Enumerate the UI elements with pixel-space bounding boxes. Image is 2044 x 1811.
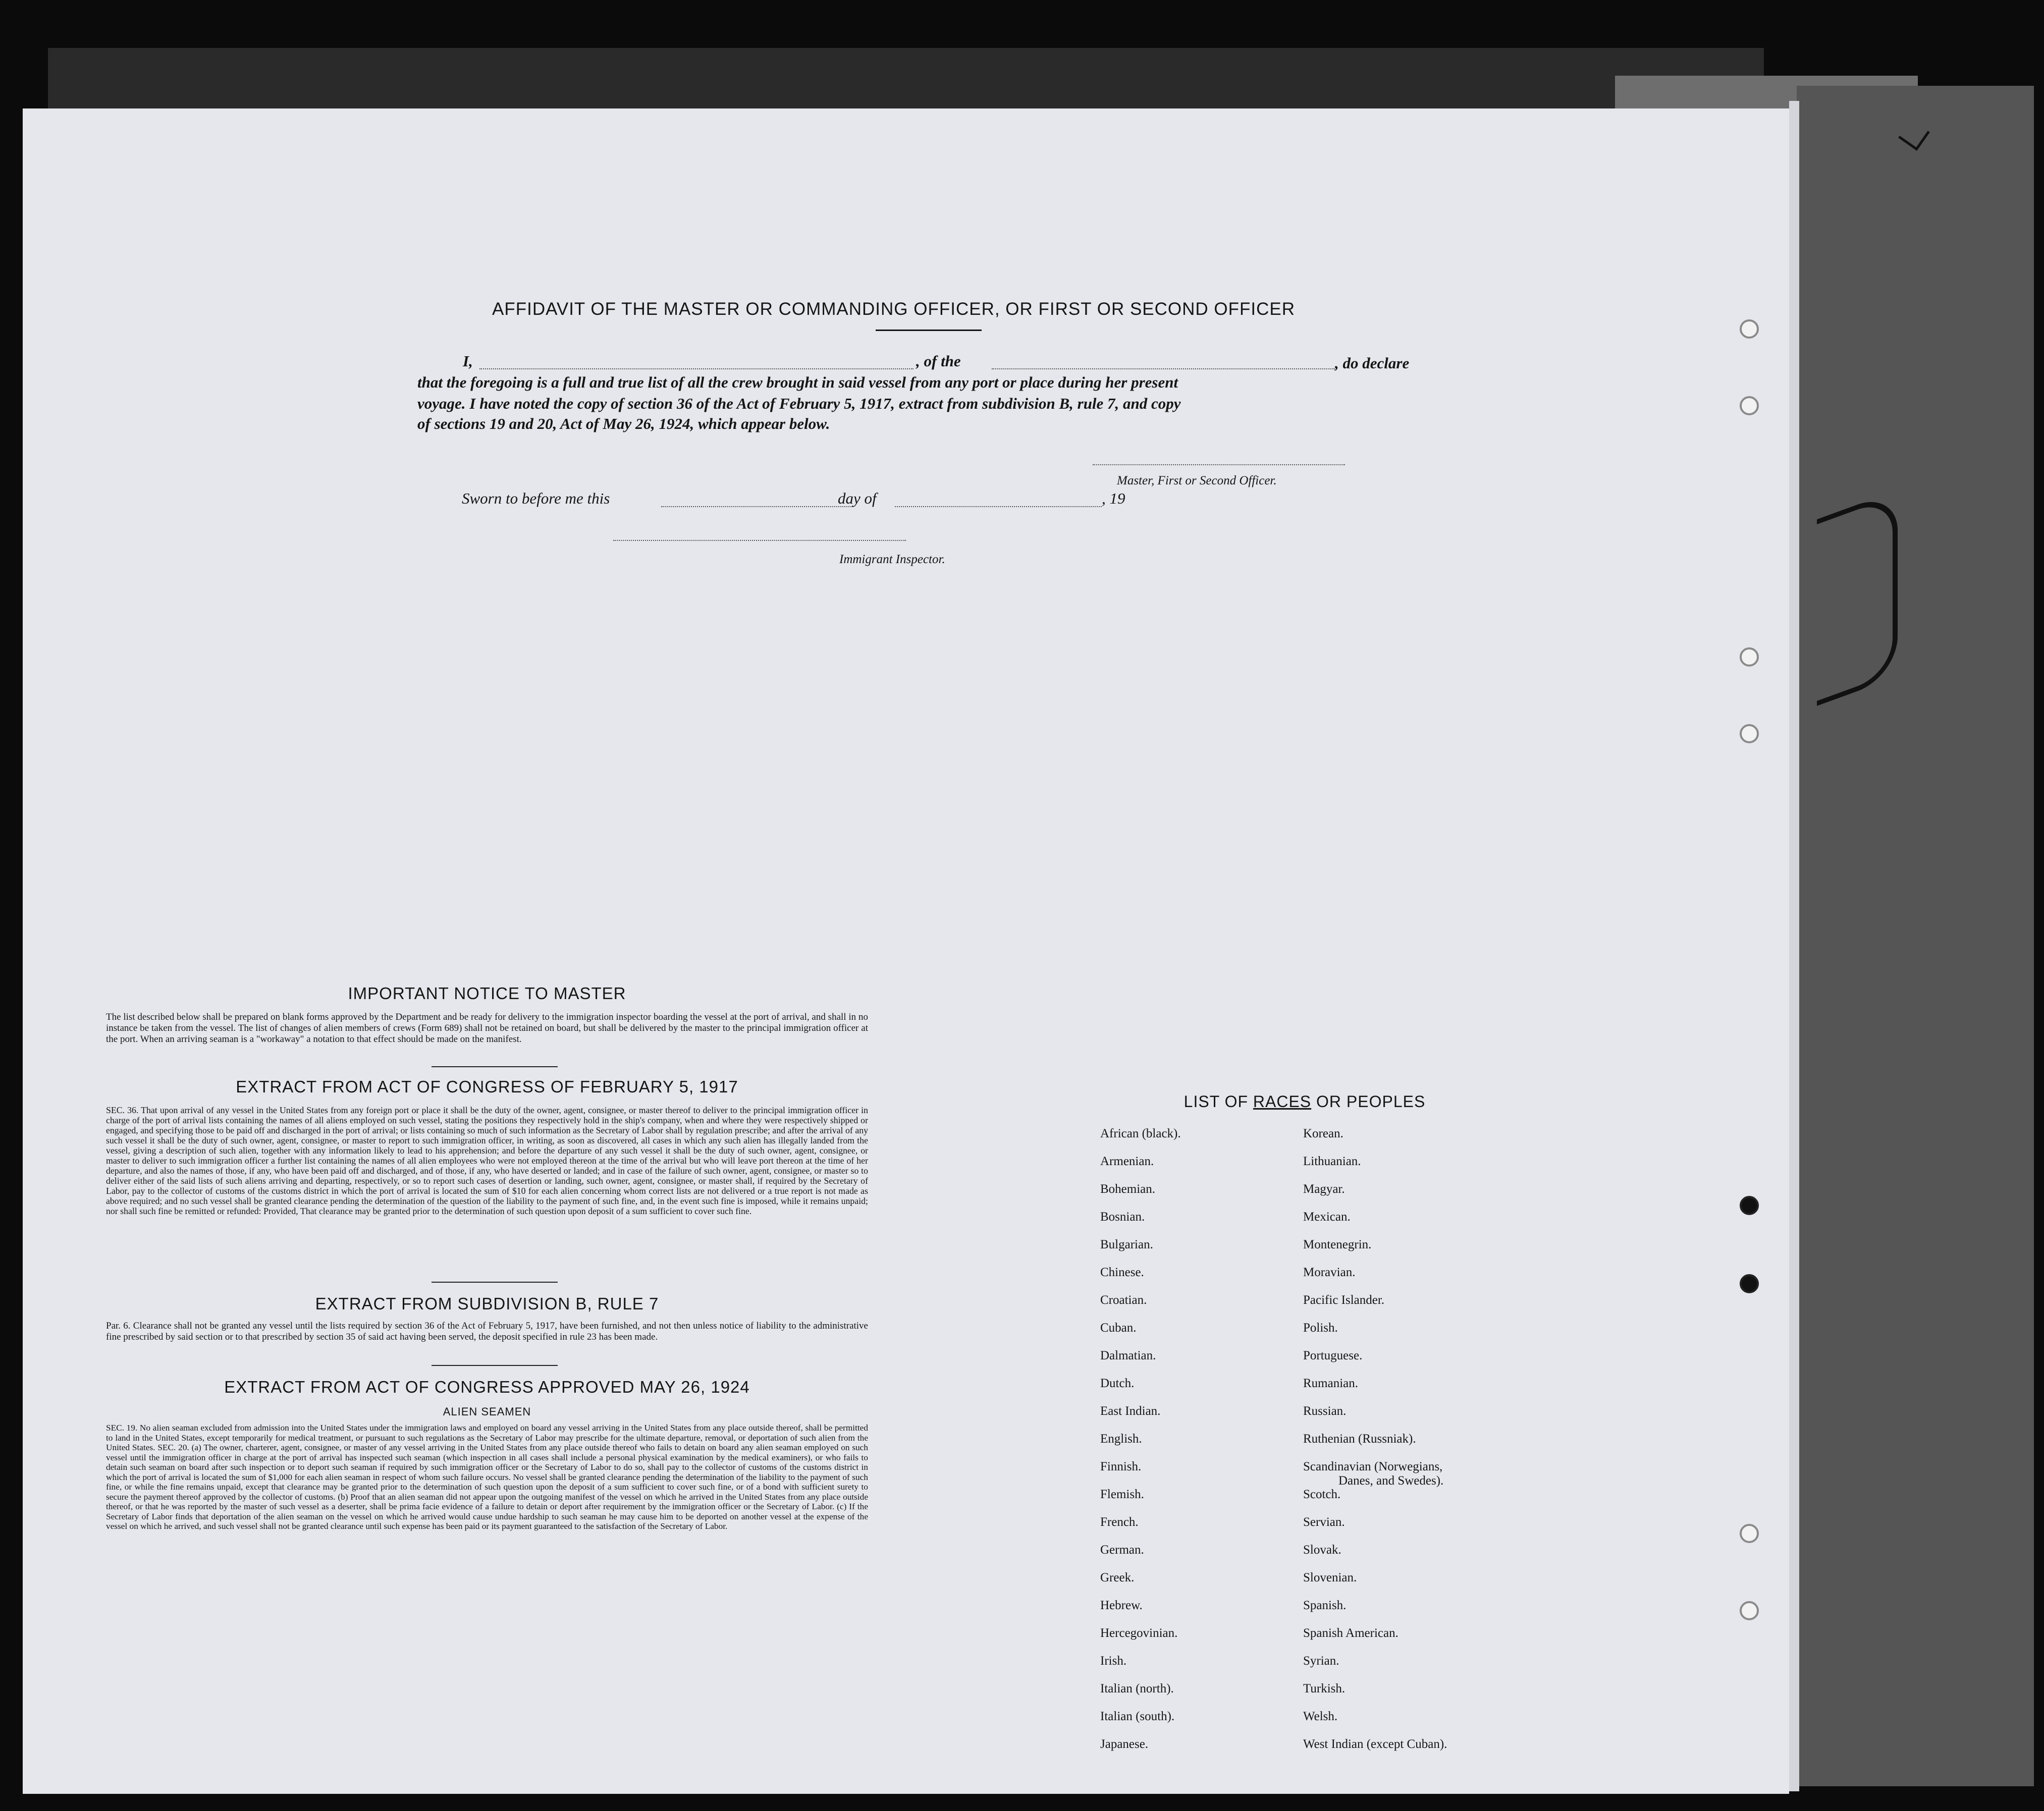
extract-1924-title: EXTRACT FROM ACT OF CONGRESS APPROVED MAY 26, 1924 bbox=[224, 1378, 750, 1396]
divider bbox=[432, 1066, 558, 1067]
race-item: Armenian. bbox=[1100, 1155, 1154, 1168]
race-item: Polish. bbox=[1303, 1321, 1338, 1335]
race-item: Servian. bbox=[1303, 1515, 1345, 1529]
race-item: Bohemian. bbox=[1100, 1182, 1156, 1196]
race-item: Dutch. bbox=[1100, 1377, 1135, 1390]
race-item: Montenegrin. bbox=[1303, 1238, 1372, 1251]
race-item: Scandinavian (Norwegians, bbox=[1303, 1460, 1443, 1473]
race-item: Syrian. bbox=[1303, 1654, 1339, 1668]
punch-hole-icon bbox=[1740, 1274, 1759, 1293]
race-item: Bosnian. bbox=[1100, 1210, 1145, 1224]
extract-rule7-text: Par. 6. Clearance shall not be granted any vessel until the lists required by section 36 of the Act of February 5, 1917, have been furnished, and not then unless notice of liability to the administrative fine prescribed by said section or to that prescribed by section 35 of said act having been served, the deposit specified in rule 23 has been made. bbox=[106, 1321, 868, 1342]
notice-text: The list described below shall be prepared on blank forms approved by the Department and be ready for delivery to the immigration inspector boarding the vessel at the port of arrival, and shall in no instance be taken from the vessel. The list of changes of alien members of crews (Form 689) shall not be retained on board, but shall be delivered by the master to the principal immigration officer at the port. When an arriving seaman is a "workaway" a notation to that effect should be made on the manifest. bbox=[106, 1012, 868, 1045]
race-item: Spanish. bbox=[1303, 1599, 1347, 1612]
race-item: Dalmatian. bbox=[1100, 1349, 1156, 1362]
race-item: Croatian. bbox=[1100, 1293, 1147, 1307]
extract-rule7-title: EXTRACT FROM SUBDIVISION B, RULE 7 bbox=[315, 1294, 659, 1313]
race-item: Japanese. bbox=[1100, 1737, 1149, 1751]
vessel-blank[interactable] bbox=[992, 368, 1335, 369]
punch-hole-icon bbox=[1740, 396, 1759, 415]
race-item: Spanish American. bbox=[1303, 1626, 1398, 1640]
race-item: Flemish. bbox=[1100, 1488, 1144, 1501]
race-item: Slovenian. bbox=[1303, 1571, 1357, 1584]
divider bbox=[432, 1282, 558, 1283]
race-item: Moravian. bbox=[1303, 1266, 1356, 1279]
race-item: Pacific Islander. bbox=[1303, 1293, 1385, 1307]
extract-1924-subtitle: ALIEN SEAMEN bbox=[443, 1405, 531, 1418]
inspector-signature-blank[interactable] bbox=[613, 540, 906, 541]
race-item-continuation: Danes, and Swedes). bbox=[1338, 1474, 1444, 1488]
title-rule bbox=[876, 330, 982, 331]
race-item: Italian (south). bbox=[1100, 1710, 1175, 1723]
year-text: , 19 bbox=[1102, 489, 1125, 507]
race-item: Slovak. bbox=[1303, 1543, 1341, 1557]
races-title bbox=[1123, 1092, 1486, 1111]
race-item: Finnish. bbox=[1100, 1460, 1142, 1473]
extract-1924-text: SEC. 19. No alien seaman excluded from admission into the United States under the immigration laws and employed on board any vessel arriving in the United States from any place outside thereof, shall be permitted to land in the United States, except temporarily for medical treatment, or pursuant to such regulations as the Secretary of Labor may prescribe for the ultimate departure, removal, or deportation of such alien from the United States. SEC. 20. (a) The owner, charterer, agent, consignee, or master of any vessel arriving in the United States from any place outside thereof who fails to detain on board any alien seaman employed on such vessel until the immigration officer in charge at the port of arrival has inspected such seaman (which inspection in all cases shall include a personal physical examination by the medical examiners), or who fails to detain such seaman on board after such inspection or to deport such seaman if required by such immigration officer or the Secretary of Labor to do so, shall pay to the collector of customs of the customs district in which the port of arrival is located the sum of $1,000 for each alien seaman in respect of whom such failure occurs. No vessel shall be granted clearance pending the determination of the liability to the payment of such fine, or while the fine remains unpaid, except that clearance may be granted prior to the determination of such question upon the deposit of a sum sufficient to cover such fine, or of a bond with sufficient surety to secure the payment thereof approved by the collector of customs. (b) Proof that an alien seaman did not appear upon the outgoing manifest of the vessel on which he arrived in the United States from any place outside thereof, or that he was reported by the master of such vessel as a deserter, shall be prima facie evidence of a failure to detain or deport after requirement by the immigration officer or the Secretary of Labor. (c) If the Secretary of Labor finds that deportation of the alien seaman on the vessel on which he arrived would cause undue hardship to such seaman he may cause him to be deported on another vessel at the expense of the vessel on which he arrived, and such vessel shall not be granted clearance until such expense has been paid or its payment guaranteed to the satisfaction of the Secretary of Labor. bbox=[106, 1423, 868, 1531]
race-item: Rumanian. bbox=[1303, 1377, 1359, 1390]
races-title-part: OR PEOPLES bbox=[1311, 1092, 1426, 1111]
affidavit-of-the: , of the bbox=[916, 352, 961, 370]
race-item: Welsh. bbox=[1303, 1710, 1338, 1723]
punch-hole-icon bbox=[1740, 1196, 1759, 1215]
race-item: Hercegovinian. bbox=[1100, 1626, 1178, 1640]
affidavit-line-4: of sections 19 and 20, Act of May 26, 1924, which appear below. bbox=[417, 415, 830, 432]
race-item: African (black). bbox=[1100, 1127, 1181, 1140]
back-page-edge bbox=[1797, 86, 2034, 1786]
races-column-2 bbox=[1303, 1127, 1540, 1765]
sworn-day-blank[interactable] bbox=[661, 506, 853, 507]
master-label: Master, First or Second Officer. bbox=[1117, 474, 1277, 487]
race-item: German. bbox=[1100, 1543, 1144, 1557]
race-item: Greek. bbox=[1100, 1571, 1135, 1584]
punch-hole-icon bbox=[1740, 1601, 1759, 1620]
race-item: Russian. bbox=[1303, 1404, 1347, 1418]
race-item: Irish. bbox=[1100, 1654, 1127, 1668]
sworn-month-blank[interactable] bbox=[895, 506, 1102, 507]
race-item: Turkish. bbox=[1303, 1682, 1346, 1695]
name-blank[interactable] bbox=[479, 368, 913, 369]
affidavit-line-3: voyage. I have noted the copy of section 36 of the Act of February 5, 1917, extract from subdivision B, rule 7, and copy bbox=[417, 395, 1181, 412]
punch-hole-icon bbox=[1740, 724, 1759, 743]
form-page bbox=[23, 108, 1789, 1794]
race-item: Portuguese. bbox=[1303, 1349, 1363, 1362]
races-column-1 bbox=[1100, 1127, 1312, 1765]
affidavit-title: AFFIDAVIT OF THE MASTER OR COMMANDING OFFICER, OR FIRST OR SECOND OFFICER bbox=[492, 299, 1296, 319]
race-item: Mexican. bbox=[1303, 1210, 1351, 1224]
extract-1917-title: EXTRACT FROM ACT OF CONGRESS OF FEBRUARY 5, 1917 bbox=[236, 1077, 738, 1096]
race-item: Korean. bbox=[1303, 1127, 1343, 1140]
race-item: Lithuanian. bbox=[1303, 1155, 1361, 1168]
sworn-text: Sworn to before me this bbox=[462, 489, 610, 507]
race-item: Scotch. bbox=[1303, 1488, 1341, 1501]
race-item: East Indian. bbox=[1100, 1404, 1161, 1418]
race-item: Hebrew. bbox=[1100, 1599, 1143, 1612]
punch-hole-icon bbox=[1740, 1524, 1759, 1543]
master-signature-blank[interactable] bbox=[1093, 464, 1345, 465]
race-item: French. bbox=[1100, 1515, 1139, 1529]
race-item: Magyar. bbox=[1303, 1182, 1345, 1196]
race-item: West Indian (except Cuban). bbox=[1303, 1737, 1447, 1751]
notice-title: IMPORTANT NOTICE TO MASTER bbox=[348, 984, 626, 1003]
affidavit-declare: , do declare bbox=[1335, 354, 1410, 372]
punch-hole-icon bbox=[1740, 647, 1759, 667]
race-item: Chinese. bbox=[1100, 1266, 1144, 1279]
race-item: Cuban. bbox=[1100, 1321, 1137, 1335]
race-item: Italian (north). bbox=[1100, 1682, 1174, 1695]
races-title-part: RACES bbox=[1253, 1092, 1312, 1111]
punch-hole-icon bbox=[1740, 319, 1759, 339]
page-edge bbox=[1789, 101, 1799, 1791]
race-item: Bulgarian. bbox=[1100, 1238, 1153, 1251]
race-item: English. bbox=[1100, 1432, 1142, 1446]
day-of-text: day of bbox=[838, 489, 877, 507]
races-title-part: LIST OF bbox=[1184, 1092, 1253, 1111]
divider bbox=[432, 1365, 558, 1366]
affidavit-line-2: that the foregoing is a full and true list of all the crew brought in said vessel from any port or place during her present bbox=[417, 373, 1178, 391]
inspector-label: Immigrant Inspector. bbox=[839, 553, 945, 566]
extract-1917-text: SEC. 36. That upon arrival of any vessel in the United States from any foreign port or place it shall be the duty of the owner, agent, consignee, or master thereof to deliver to the principal immigration officer in charge of the port of arrival lists containing the names of all aliens employed on such vessel, stating the positions they respectively hold in the ship's company, when and where they were respectively shipped or engaged, and specifying those to be paid off and discharged in the port of arrival; or lists containing so much of such information as the Secretary of Labor shall by regulation prescribe; and after the arrival of any such vessel it shall be the duty of such owner, agent, consignee, or master to report to such immigration officer, in writing, as soon as discovered, all cases in which any such alien has illegally landed from the vessel, giving a description of such alien, together with any information likely to lead to his apprehension; and before the departure of any such vessel it shall be the duty of such owner, agent, consignee, or master to deliver to such immigration officer a further list containing the names of all alien employees who were not employed thereon at the time of the arrival but who will leave port thereon at the time of her departure, and also the names of those, if any, who have been paid off and discharged, and of those, if any, who have deserted or landed; and in case of the failure of such owner, agent, consignee, or master so to deliver either of the said lists of such aliens arriving and departing, respectively, or so to report such cases of desertion or landing, such owner, agent, consignee, or master shall, if required by the Secretary of Labor, pay to the collector of customs of the customs district in which the port of arrival is located the sum of $10 for each alien concerning whom correct lists are not delivered or a true report is not made as above required; and no such vessel shall be granted clearance pending the determination of the question of the liability to the payment of such fine, and, in the event such fine is imposed, while it remains unpaid; nor shall such fine be remitted or refunded: Provided, That clearance may be granted prior to the determination of such question upon deposit of a sum sufficient to cover such fine. bbox=[106, 1105, 868, 1216]
race-item: Ruthenian (Russniak). bbox=[1303, 1432, 1416, 1446]
affidavit-i: I, bbox=[463, 352, 473, 370]
